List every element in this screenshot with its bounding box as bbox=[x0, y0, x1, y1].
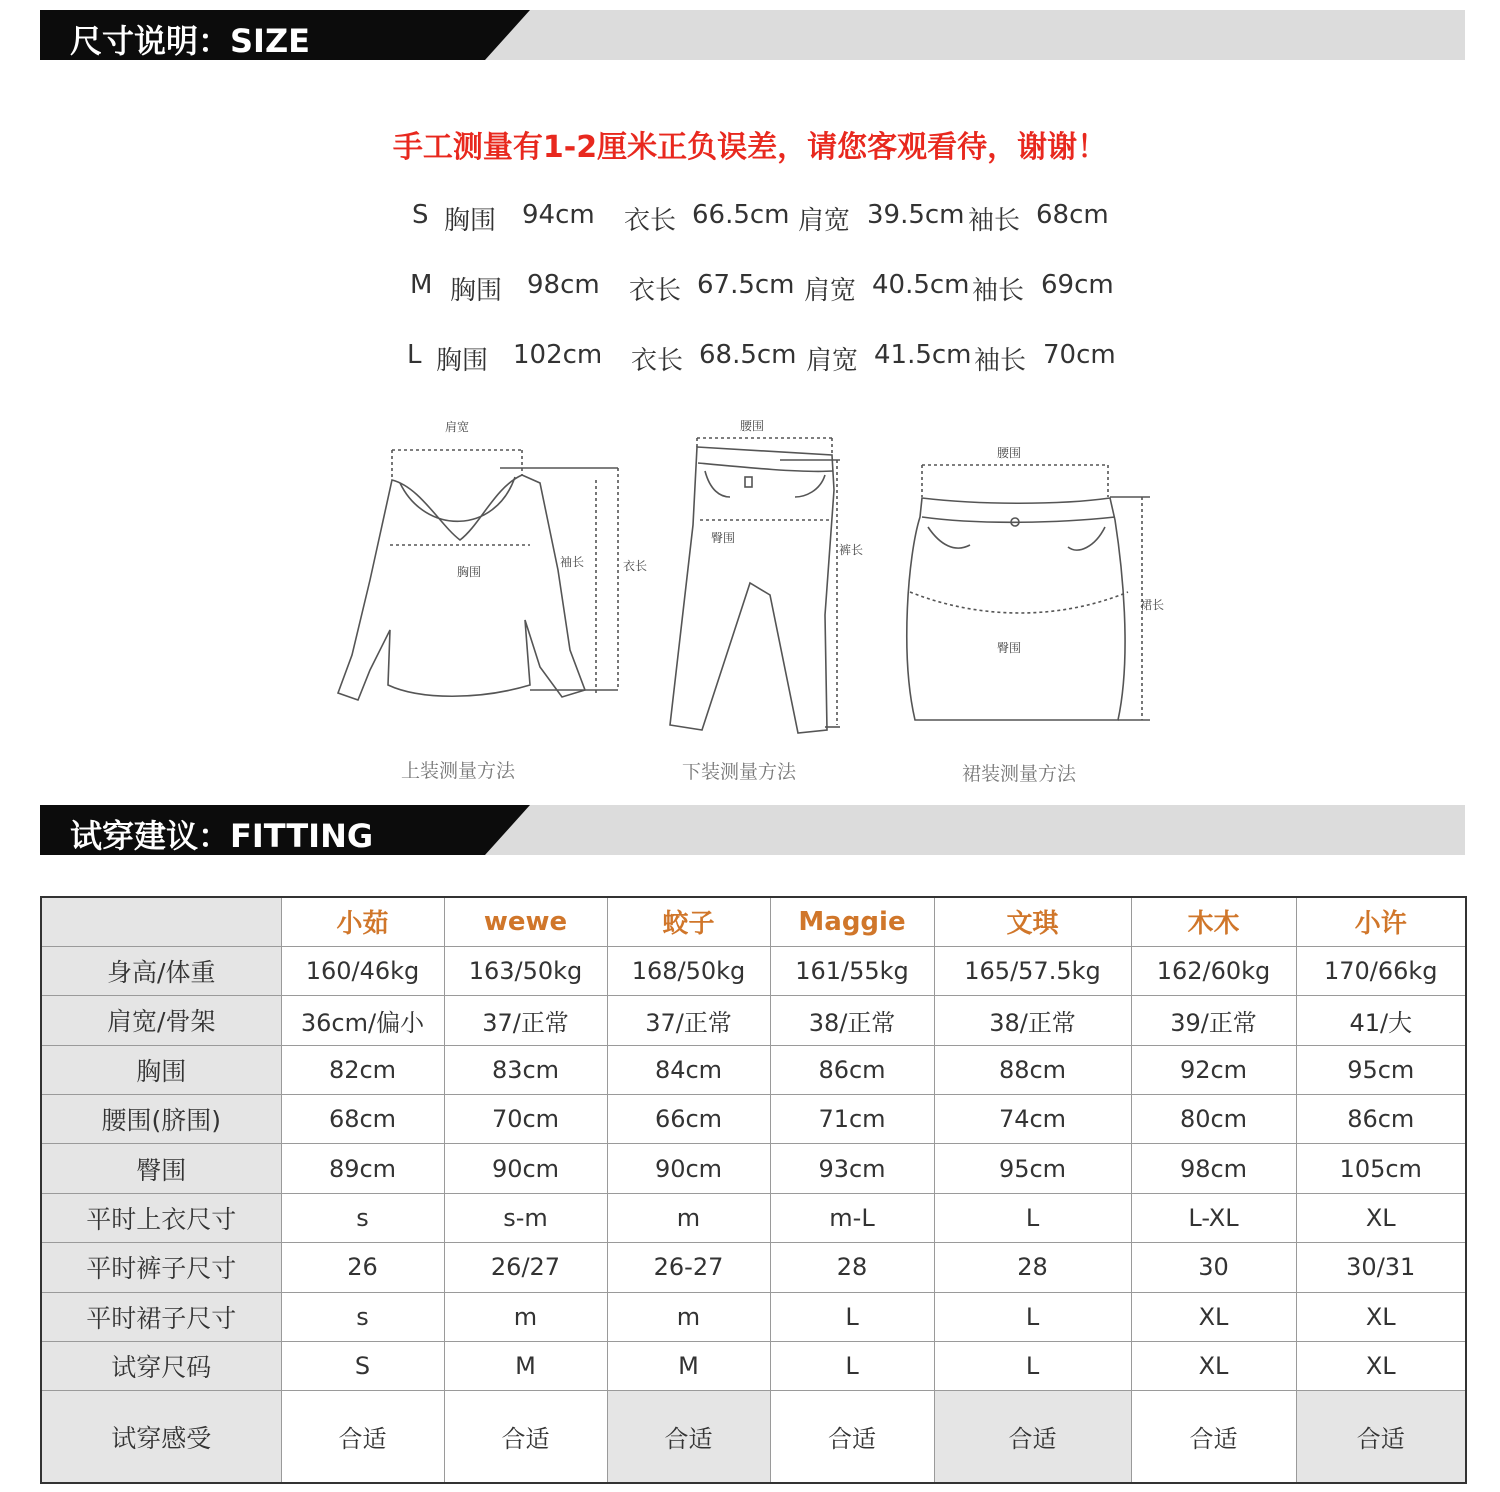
table-cell: XL bbox=[1296, 1292, 1466, 1341]
row-label: 平时裙子尺寸 bbox=[41, 1292, 281, 1341]
table-cell: m bbox=[444, 1292, 607, 1341]
skirt-caption: 裙装测量方法 bbox=[962, 763, 1077, 785]
table-cell: 168/50kg bbox=[607, 946, 770, 995]
table-cell: m bbox=[607, 1292, 770, 1341]
model-name: 小许 bbox=[1296, 897, 1466, 946]
fitting-section-banner bbox=[40, 805, 1465, 855]
table-cell: 30 bbox=[1131, 1243, 1296, 1292]
row-label: 身高/体重 bbox=[41, 946, 281, 995]
row-label: 胸围 bbox=[41, 1045, 281, 1094]
table-row bbox=[41, 1144, 1466, 1193]
spec-length: 66.5cm bbox=[692, 200, 790, 230]
spec-sleeve: 70cm bbox=[1043, 340, 1116, 370]
table-cell: 68cm bbox=[281, 1095, 444, 1144]
spec-shoulder: 41.5cm bbox=[874, 340, 972, 370]
spec-shoulder-label: 肩宽 bbox=[806, 346, 859, 376]
pants-length-label: 裤长 bbox=[839, 543, 864, 557]
table-cell: 合适 bbox=[770, 1391, 934, 1483]
table-row bbox=[41, 1391, 1466, 1483]
table-cell: 38/正常 bbox=[934, 996, 1131, 1045]
model-name: 蛟子 bbox=[607, 897, 770, 946]
table-cell: 37/正常 bbox=[607, 996, 770, 1045]
table-cell: 83cm bbox=[444, 1045, 607, 1094]
table-cell: 86cm bbox=[770, 1045, 934, 1094]
spec-sleeve-label: 袖长 bbox=[974, 346, 1027, 376]
table-cell: L-XL bbox=[1131, 1193, 1296, 1242]
spec-length-label: 衣长 bbox=[629, 276, 682, 306]
table-cell: 38/正常 bbox=[770, 996, 934, 1045]
table-cell: 93cm bbox=[770, 1144, 934, 1193]
pants-waist-label: 腰围 bbox=[740, 419, 765, 433]
row-label: 臀围 bbox=[41, 1144, 281, 1193]
table-cell: L bbox=[770, 1292, 934, 1341]
top-chest-label: 胸围 bbox=[457, 565, 482, 579]
table-cell: XL bbox=[1296, 1193, 1466, 1242]
table-row bbox=[41, 1243, 1466, 1292]
row-label: 试穿尺码 bbox=[41, 1342, 281, 1391]
row-label: 肩宽/骨架 bbox=[41, 996, 281, 1045]
spec-row-m bbox=[0, 270, 1500, 310]
spec-chest-label: 胸围 bbox=[444, 206, 497, 236]
measurement-notice: 手工测量有1-2厘米正负误差，请您客观看待，谢谢！ bbox=[392, 130, 1108, 165]
spec-sleeve: 68cm bbox=[1036, 200, 1109, 230]
table-cell: 合适 bbox=[934, 1391, 1131, 1483]
table-cell: 162/60kg bbox=[1131, 946, 1296, 995]
row-label: 平时上衣尺寸 bbox=[41, 1193, 281, 1242]
table-cell: 26 bbox=[281, 1243, 444, 1292]
table-cell: 90cm bbox=[444, 1144, 607, 1193]
table-cell: 90cm bbox=[607, 1144, 770, 1193]
table-row bbox=[41, 1193, 1466, 1242]
model-name: wewe bbox=[444, 897, 607, 946]
table-cell: 161/55kg bbox=[770, 946, 934, 995]
measurement-diagrams bbox=[300, 405, 1200, 800]
table-cell: 74cm bbox=[934, 1095, 1131, 1144]
table-cell: XL bbox=[1131, 1342, 1296, 1391]
size-section-title: 尺寸说明：SIZE bbox=[70, 22, 311, 60]
spec-shoulder-label: 肩宽 bbox=[798, 206, 851, 236]
table-cell: 163/50kg bbox=[444, 946, 607, 995]
table-cell: m bbox=[607, 1193, 770, 1242]
table-cell: 合适 bbox=[1296, 1391, 1466, 1483]
table-cell: M bbox=[607, 1342, 770, 1391]
table-cell: 86cm bbox=[1296, 1095, 1466, 1144]
table-cell: 88cm bbox=[934, 1045, 1131, 1094]
table-cell: L bbox=[934, 1292, 1131, 1341]
table-cell: 合适 bbox=[281, 1391, 444, 1483]
table-cell: 39/正常 bbox=[1131, 996, 1296, 1045]
spec-shoulder: 39.5cm bbox=[867, 200, 965, 230]
spec-length-label: 衣长 bbox=[624, 206, 677, 236]
top-sleeve-label: 袖长 bbox=[560, 555, 585, 569]
table-cell: 92cm bbox=[1131, 1045, 1296, 1094]
spec-size: S bbox=[412, 200, 429, 230]
top-garment-illustration bbox=[338, 475, 585, 700]
table-row bbox=[41, 1095, 1466, 1144]
table-cell: s-m bbox=[444, 1193, 607, 1242]
table-cell: XL bbox=[1131, 1292, 1296, 1341]
spec-chest: 102cm bbox=[513, 340, 603, 370]
pants-caption: 下装测量方法 bbox=[682, 761, 797, 783]
top-shoulder-label: 肩宽 bbox=[445, 420, 470, 434]
table-row bbox=[41, 1342, 1466, 1391]
spec-sleeve: 69cm bbox=[1041, 270, 1114, 300]
table-cell: 37/正常 bbox=[444, 996, 607, 1045]
table-cell: 95cm bbox=[1296, 1045, 1466, 1094]
spec-row-l bbox=[0, 340, 1500, 380]
table-cell: L bbox=[934, 1193, 1131, 1242]
model-name: 小茹 bbox=[281, 897, 444, 946]
spec-sleeve-label: 袖长 bbox=[968, 206, 1021, 236]
table-cell: 30/31 bbox=[1296, 1243, 1466, 1292]
spec-size: M bbox=[410, 270, 433, 300]
table-cell: 28 bbox=[770, 1243, 934, 1292]
table-cell: s bbox=[281, 1193, 444, 1242]
spec-length: 67.5cm bbox=[697, 270, 795, 300]
pants-garment-illustration bbox=[670, 447, 834, 733]
table-cell: 160/46kg bbox=[281, 946, 444, 995]
table-cell: S bbox=[281, 1342, 444, 1391]
table-cell: 98cm bbox=[1131, 1144, 1296, 1193]
row-label: 平时裤子尺寸 bbox=[41, 1243, 281, 1292]
spec-shoulder-label: 肩宽 bbox=[804, 276, 857, 306]
model-name: Maggie bbox=[770, 897, 934, 946]
size-section-banner bbox=[40, 10, 1465, 60]
table-cell: 70cm bbox=[444, 1095, 607, 1144]
table-cell: 89cm bbox=[281, 1144, 444, 1193]
table-cell: 84cm bbox=[607, 1045, 770, 1094]
pants-hip-label: 臀围 bbox=[711, 531, 736, 545]
table-cell: 41/大 bbox=[1296, 996, 1466, 1045]
row-label: 试穿感受 bbox=[41, 1391, 281, 1483]
table-row bbox=[41, 946, 1466, 995]
spec-chest-label: 胸围 bbox=[450, 276, 503, 306]
table-cell: XL bbox=[1296, 1342, 1466, 1391]
table-cell: M bbox=[444, 1342, 607, 1391]
table-cell: 36cm/偏小 bbox=[281, 996, 444, 1045]
spec-sleeve-label: 袖长 bbox=[972, 276, 1025, 306]
corner-cell bbox=[41, 897, 281, 946]
table-row bbox=[41, 996, 1466, 1045]
spec-chest-label: 胸围 bbox=[436, 346, 489, 376]
table-header-row bbox=[41, 897, 1466, 946]
model-name: 文琪 bbox=[934, 897, 1131, 946]
table-row bbox=[41, 1292, 1466, 1341]
table-row bbox=[41, 1045, 1466, 1094]
table-cell: L bbox=[934, 1342, 1131, 1391]
model-name: 木木 bbox=[1131, 897, 1296, 946]
table-cell: 28 bbox=[934, 1243, 1131, 1292]
table-cell: 合适 bbox=[444, 1391, 607, 1483]
table-cell: 165/57.5kg bbox=[934, 946, 1131, 995]
top-length-label: 衣长 bbox=[623, 559, 648, 573]
fitting-table bbox=[40, 896, 1467, 1484]
table-cell: 合适 bbox=[1131, 1391, 1296, 1483]
row-label: 腰围(脐围) bbox=[41, 1095, 281, 1144]
fitting-section-title: 试穿建议：FITTING bbox=[70, 817, 374, 855]
spec-chest: 98cm bbox=[527, 270, 600, 300]
table-cell: s bbox=[281, 1292, 444, 1341]
table-cell: 105cm bbox=[1296, 1144, 1466, 1193]
table-cell: 170/66kg bbox=[1296, 946, 1466, 995]
table-cell: 合适 bbox=[607, 1391, 770, 1483]
table-cell: 82cm bbox=[281, 1045, 444, 1094]
spec-size: L bbox=[407, 340, 422, 370]
table-cell: 26/27 bbox=[444, 1243, 607, 1292]
top-caption: 上装测量方法 bbox=[401, 760, 516, 782]
spec-length-label: 衣长 bbox=[631, 346, 684, 376]
spec-row-s bbox=[0, 200, 1500, 240]
table-cell: 95cm bbox=[934, 1144, 1131, 1193]
spec-chest: 94cm bbox=[522, 200, 595, 230]
table-cell: 26-27 bbox=[607, 1243, 770, 1292]
table-cell: 71cm bbox=[770, 1095, 934, 1144]
skirt-length-label: 裙长 bbox=[1140, 598, 1165, 612]
table-cell: 80cm bbox=[1131, 1095, 1296, 1144]
table-cell: 66cm bbox=[607, 1095, 770, 1144]
skirt-hip-label: 臀围 bbox=[997, 641, 1022, 655]
skirt-waist-label: 腰围 bbox=[997, 446, 1022, 460]
spec-shoulder: 40.5cm bbox=[872, 270, 970, 300]
spec-length: 68.5cm bbox=[699, 340, 797, 370]
table-cell: m-L bbox=[770, 1193, 934, 1242]
table-cell: L bbox=[770, 1342, 934, 1391]
skirt-garment-illustration bbox=[907, 498, 1125, 720]
